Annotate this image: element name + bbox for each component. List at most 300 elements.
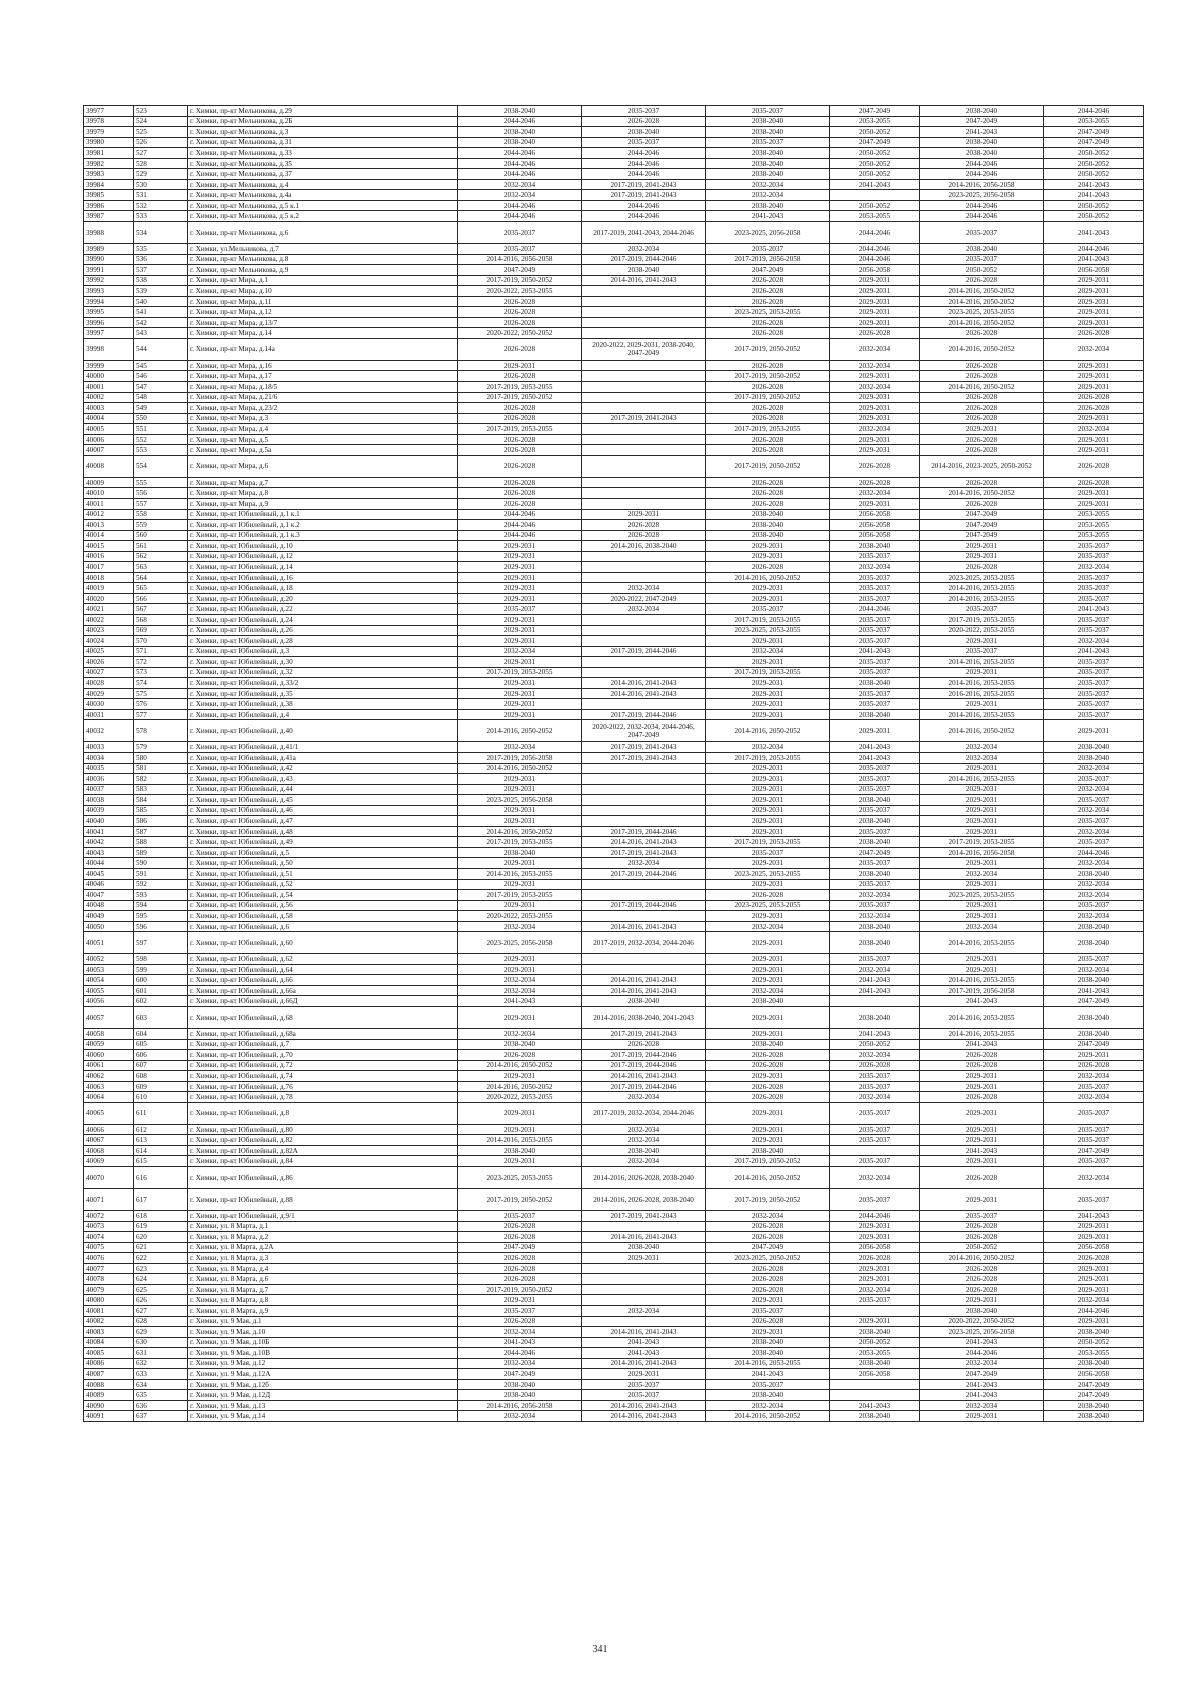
table-row: [84, 1007, 1144, 1029]
period-cell: 2041-2043: [1044, 985, 1144, 996]
period-cell: 2032-2034: [458, 742, 582, 753]
row-number-cell: 541: [134, 307, 188, 318]
period-cell: 2014-2016, 2041-2043: [582, 985, 706, 996]
table-row: [84, 752, 1144, 763]
period-cell: 2029-2031: [920, 699, 1044, 710]
table-row: [84, 646, 1144, 657]
period-cell: [582, 307, 706, 318]
address-cell: г. Химки, пр-кт Юбилейный, д.84: [188, 1156, 458, 1167]
record-id-cell: 40034: [84, 752, 134, 763]
table-row: [84, 307, 1144, 318]
period-cell: 2029-2031: [830, 403, 920, 414]
record-id-cell: 40037: [84, 784, 134, 795]
period-cell: [582, 1263, 706, 1274]
record-id-cell: 40029: [84, 688, 134, 699]
period-cell: 2029-2031: [920, 1411, 1044, 1422]
record-id-cell: 40076: [84, 1253, 134, 1264]
period-cell: 2029-2031: [706, 1007, 830, 1029]
row-number-cell: 571: [134, 646, 188, 657]
period-cell: 2029-2031: [830, 434, 920, 445]
period-cell: 2032-2034: [830, 1284, 920, 1295]
table-row: [84, 890, 1144, 901]
row-number-cell: 612: [134, 1124, 188, 1135]
record-id-cell: 40051: [84, 932, 134, 954]
address-cell: г. Химки, пр-кт Мира, д.3: [188, 413, 458, 424]
address-cell: г. Химки, пр-кт Юбилейный, д.82: [188, 1135, 458, 1146]
period-cell: 2014-2016, 2050-2052: [458, 826, 582, 837]
row-number-cell: 601: [134, 985, 188, 996]
record-id-cell: 40058: [84, 1029, 134, 1040]
period-cell: 2029-2031: [706, 593, 830, 604]
row-number-cell: 620: [134, 1232, 188, 1243]
period-cell: 2026-2028: [1044, 403, 1144, 414]
period-cell: 2032-2034: [920, 1400, 1044, 1411]
period-cell: 2032-2034: [830, 488, 920, 499]
table-row: [84, 996, 1144, 1007]
period-cell: 2026-2028: [706, 1092, 830, 1103]
period-cell: 2026-2028: [582, 520, 706, 531]
period-cell: 2026-2028: [706, 1232, 830, 1243]
table-row: [84, 1221, 1144, 1232]
period-cell: 2014-2016, 2041-2043: [582, 1400, 706, 1411]
period-cell: 2029-2031: [582, 1253, 706, 1264]
period-cell: 2017-2019, 2050-2052: [706, 338, 830, 360]
row-number-cell: 570: [134, 636, 188, 647]
period-cell: 2035-2037: [582, 1390, 706, 1401]
period-cell: 2032-2034: [1044, 1167, 1144, 1189]
record-id-cell: 39992: [84, 275, 134, 286]
address-cell: г. Химки, пр-кт Юбилейный, д.28: [188, 636, 458, 647]
period-cell: 2020-2022, 2047-2049: [582, 593, 706, 604]
period-cell: 2035-2037: [1044, 657, 1144, 668]
record-id-cell: 39986: [84, 200, 134, 211]
period-cell: 2032-2034: [1044, 784, 1144, 795]
period-cell: 2029-2031: [920, 667, 1044, 678]
address-cell: г. Химки, пр-кт Мельникова, д.4: [188, 179, 458, 190]
period-cell: 2026-2028: [458, 1253, 582, 1264]
period-cell: [582, 795, 706, 806]
period-cell: 2035-2037: [830, 657, 920, 668]
record-id-cell: 40032: [84, 720, 134, 742]
record-id-cell: 40063: [84, 1081, 134, 1092]
row-number-cell: 632: [134, 1358, 188, 1369]
period-cell: 2026-2028: [458, 371, 582, 382]
address-cell: г. Химки, пр-кт Юбилейный, д.40: [188, 720, 458, 742]
period-cell: 2026-2028: [458, 498, 582, 509]
period-cell: 2035-2037: [830, 1295, 920, 1306]
period-cell: 2044-2046: [458, 148, 582, 159]
period-cell: 2029-2031: [458, 964, 582, 975]
address-cell: г. Химки, пр-кт Юбилейный, д.30: [188, 657, 458, 668]
period-cell: 2026-2028: [706, 1060, 830, 1071]
period-cell: 2026-2028: [706, 286, 830, 297]
period-cell: 2029-2031: [458, 657, 582, 668]
period-cell: 2035-2037: [1044, 1135, 1144, 1146]
period-cell: 2035-2037: [1044, 541, 1144, 552]
period-cell: 2029-2031: [830, 286, 920, 297]
address-cell: г. Химки, пр-кт Юбилейный, д.82А: [188, 1145, 458, 1156]
address-cell: г. Химки, ул. 9 Мая, д.12Д: [188, 1390, 458, 1401]
address-cell: г. Химки, пр-кт Юбилейный, д.46: [188, 805, 458, 816]
record-id-cell: 40011: [84, 498, 134, 509]
period-cell: 2017-2019, 2041-2043: [582, 1029, 706, 1040]
period-cell: 2017-2019, 2032-2034, 2044-2046: [582, 1102, 706, 1124]
address-cell: г. Химки, пр-кт Юбилейный, д.41/1: [188, 742, 458, 753]
period-cell: 2029-2031: [706, 975, 830, 986]
period-cell: 2032-2034: [1044, 636, 1144, 647]
table-row: [84, 179, 1144, 190]
address-cell: г. Химки, пр-кт Юбилейный, д.80: [188, 1124, 458, 1135]
period-cell: 2044-2046: [458, 116, 582, 127]
period-cell: 2017-2019, 2053-2055: [920, 837, 1044, 848]
period-cell: 2029-2031: [830, 392, 920, 403]
record-id-cell: 39997: [84, 328, 134, 339]
period-cell: 2035-2037: [830, 879, 920, 890]
address-cell: г. Химки, пр-кт Юбилейный, д.7: [188, 1039, 458, 1050]
period-cell: 2023-2025, 2053-2055: [920, 572, 1044, 583]
record-id-cell: 40054: [84, 975, 134, 986]
address-cell: г. Химки, пр-кт Мира, д.12: [188, 307, 458, 318]
period-cell: 2038-2040: [830, 921, 920, 932]
period-cell: 2026-2028: [830, 477, 920, 488]
period-cell: 2032-2034: [582, 1092, 706, 1103]
period-cell: 2029-2031: [458, 583, 582, 594]
period-cell: 2020-2022, 2050-2052: [920, 1316, 1044, 1327]
record-id-cell: 40053: [84, 964, 134, 975]
period-cell: 2041-2043: [830, 1029, 920, 1040]
record-id-cell: 39985: [84, 190, 134, 201]
period-cell: 2038-2040: [920, 137, 1044, 148]
period-cell: 2035-2037: [1044, 1189, 1144, 1211]
period-cell: 2032-2034: [830, 911, 920, 922]
address-cell: г. Химки, ул. 9 Мая, д.14: [188, 1411, 458, 1422]
period-cell: 2041-2043: [920, 127, 1044, 138]
period-cell: 2047-2049: [830, 847, 920, 858]
period-cell: 2014-2016, 2038-2040, 2041-2043: [582, 1007, 706, 1029]
address-cell: г. Химки, пр-кт Юбилейный, д.72: [188, 1060, 458, 1071]
period-cell: 2026-2028: [706, 317, 830, 328]
period-cell: 2029-2031: [920, 1124, 1044, 1135]
table-row: [84, 826, 1144, 837]
period-cell: 2032-2034: [458, 1411, 582, 1422]
period-cell: 2014-2016, 2050-2052: [458, 1081, 582, 1092]
table-row: [84, 816, 1144, 827]
address-cell: г. Химки, пр-кт Юбилейный, д.44: [188, 784, 458, 795]
period-cell: 2044-2046: [458, 200, 582, 211]
table-row: [84, 317, 1144, 328]
period-cell: 2050-2052: [830, 158, 920, 169]
address-cell: г. Химки, пр-кт Юбилейный, д.66Д: [188, 996, 458, 1007]
table-row: [84, 520, 1144, 531]
period-cell: [830, 1305, 920, 1316]
row-number-cell: 583: [134, 784, 188, 795]
period-cell: 2029-2031: [830, 307, 920, 318]
period-cell: 2026-2028: [920, 1221, 1044, 1232]
period-cell: 2026-2028: [706, 1284, 830, 1295]
period-cell: 2029-2031: [920, 816, 1044, 827]
period-cell: 2044-2046: [582, 158, 706, 169]
address-cell: г. Химки, пр-кт Мира, д.23/2: [188, 403, 458, 414]
address-cell: г. Химки, пр-кт Мира, д.1: [188, 275, 458, 286]
address-cell: г. Химки, ул. 9 Мая, д.12: [188, 1358, 458, 1369]
table-row: [84, 413, 1144, 424]
period-cell: 2026-2028: [458, 1050, 582, 1061]
period-cell: 2032-2034: [706, 1211, 830, 1222]
period-cell: 2038-2040: [458, 1039, 582, 1050]
period-cell: 2029-2031: [458, 1156, 582, 1167]
row-number-cell: 618: [134, 1211, 188, 1222]
period-cell: 2029-2031: [458, 541, 582, 552]
period-cell: 2014-2016, 2041-2043: [582, 1232, 706, 1243]
address-cell: г. Химки, пр-кт Юбилейный, д.43: [188, 774, 458, 785]
address-cell: г. Химки, пр-кт Юбилейный, д.32: [188, 667, 458, 678]
record-id-cell: 40003: [84, 403, 134, 414]
table-row: [84, 1071, 1144, 1082]
period-cell: 2041-2043: [830, 752, 920, 763]
row-number-cell: 573: [134, 667, 188, 678]
period-cell: 2035-2037: [830, 1156, 920, 1167]
table-row: [84, 127, 1144, 138]
address-cell: г. Химки, пр-кт Юбилейный, д.48: [188, 826, 458, 837]
period-cell: 2038-2040: [582, 265, 706, 276]
period-cell: 2029-2031: [706, 1135, 830, 1146]
period-cell: 2032-2034: [458, 646, 582, 657]
address-cell: г. Химки, пр-кт Юбилейный, д.9/1: [188, 1211, 458, 1222]
period-cell: 2029-2031: [458, 572, 582, 583]
period-cell: 2029-2031: [920, 1156, 1044, 1167]
period-cell: 2053-2055: [830, 116, 920, 127]
period-cell: 2032-2034: [582, 244, 706, 255]
period-cell: 2038-2040: [1044, 975, 1144, 986]
period-cell: 2035-2037: [458, 222, 582, 244]
period-cell: 2032-2034: [1044, 805, 1144, 816]
period-cell: 2014-2016, 2053-2055: [920, 657, 1044, 668]
record-id-cell: 40038: [84, 795, 134, 806]
period-cell: 2035-2037: [830, 826, 920, 837]
record-id-cell: 40036: [84, 774, 134, 785]
row-number-cell: 581: [134, 763, 188, 774]
row-number-cell: 547: [134, 382, 188, 393]
address-cell: г. Химки, пр-кт Юбилейный, д.51: [188, 869, 458, 880]
record-id-cell: 40033: [84, 742, 134, 753]
row-number-cell: 559: [134, 520, 188, 531]
record-id-cell: 40080: [84, 1295, 134, 1306]
row-number-cell: 605: [134, 1039, 188, 1050]
period-cell: 2029-2031: [920, 954, 1044, 965]
period-cell: 2017-2019, 2044-2046: [582, 1081, 706, 1092]
period-cell: 2029-2031: [1044, 413, 1144, 424]
address-cell: г. Химки, пр-кт Юбилейный, д.50: [188, 858, 458, 869]
table-row: [84, 116, 1144, 127]
period-cell: 2023-2025, 2053-2055: [706, 900, 830, 911]
period-cell: 2032-2034: [706, 985, 830, 996]
period-cell: 2032-2034: [706, 646, 830, 657]
period-cell: 2038-2040: [830, 1007, 920, 1029]
period-cell: 2035-2037: [830, 551, 920, 562]
period-cell: 2026-2028: [920, 498, 1044, 509]
period-cell: 2026-2028: [706, 890, 830, 901]
table-row: [84, 1135, 1144, 1146]
period-cell: 2032-2034: [1044, 911, 1144, 922]
period-cell: 2029-2031: [1044, 1221, 1144, 1232]
period-cell: 2017-2019, 2044-2046: [582, 1060, 706, 1071]
address-cell: г. Химки, пр-кт Юбилейный, д.60: [188, 932, 458, 954]
period-cell: [582, 784, 706, 795]
period-cell: 2038-2040: [830, 795, 920, 806]
table-row: [84, 445, 1144, 456]
address-cell: г. Химки, пр-кт Мельникова, д.2Б: [188, 116, 458, 127]
period-cell: 2026-2028: [920, 445, 1044, 456]
period-cell: 2035-2037: [458, 604, 582, 615]
period-cell: 2038-2040: [830, 541, 920, 552]
period-cell: 2029-2031: [458, 954, 582, 965]
period-cell: 2026-2028: [1044, 477, 1144, 488]
table-row: [84, 604, 1144, 615]
table-row: [84, 614, 1144, 625]
period-cell: 2038-2040: [1044, 742, 1144, 753]
record-id-cell: 40009: [84, 477, 134, 488]
period-cell: 2032-2034: [1044, 763, 1144, 774]
period-cell: 2014-2016, 2050-2052: [706, 1167, 830, 1189]
period-cell: 2050-2052: [920, 1242, 1044, 1253]
period-cell: 2047-2049: [920, 520, 1044, 531]
period-cell: 2029-2031: [458, 625, 582, 636]
period-cell: 2029-2031: [706, 964, 830, 975]
row-number-cell: 533: [134, 211, 188, 222]
period-cell: 2026-2028: [458, 1221, 582, 1232]
period-cell: 2035-2037: [830, 1071, 920, 1082]
table-row: [84, 1232, 1144, 1243]
period-cell: 2038-2040: [458, 137, 582, 148]
row-number-cell: 623: [134, 1263, 188, 1274]
address-cell: г. Химки, пр-кт Юбилейный, д.38: [188, 699, 458, 710]
table-row: [84, 784, 1144, 795]
period-cell: 2038-2040: [458, 1390, 582, 1401]
row-number-cell: 548: [134, 392, 188, 403]
period-cell: 2017-2019, 2041-2043: [582, 190, 706, 201]
address-cell: г. Химки, пр-кт Юбилейный, д.8: [188, 1102, 458, 1124]
row-number-cell: 616: [134, 1167, 188, 1189]
record-id-cell: 39990: [84, 254, 134, 265]
period-cell: 2044-2046: [920, 200, 1044, 211]
period-cell: 2026-2028: [830, 1253, 920, 1264]
period-cell: 2032-2034: [1044, 826, 1144, 837]
period-cell: 2041-2043: [706, 1369, 830, 1380]
record-id-cell: 40082: [84, 1316, 134, 1327]
row-number-cell: 543: [134, 328, 188, 339]
period-cell: 2035-2037: [920, 222, 1044, 244]
period-cell: 2026-2028: [920, 403, 1044, 414]
table-row: [84, 275, 1144, 286]
period-cell: [582, 488, 706, 499]
period-cell: 2014-2016, 2053-2055: [920, 593, 1044, 604]
row-number-cell: 617: [134, 1189, 188, 1211]
table-row: [84, 837, 1144, 848]
record-id-cell: 40048: [84, 900, 134, 911]
record-id-cell: 40077: [84, 1263, 134, 1274]
period-cell: 2017-2019, 2050-2052: [706, 1156, 830, 1167]
row-number-cell: 536: [134, 254, 188, 265]
period-cell: 2050-2052: [830, 200, 920, 211]
period-cell: 2029-2031: [920, 541, 1044, 552]
period-cell: 2026-2028: [706, 434, 830, 445]
row-number-cell: 636: [134, 1400, 188, 1411]
record-id-cell: 40079: [84, 1284, 134, 1295]
period-cell: 2032-2034: [1044, 1092, 1144, 1103]
period-cell: 2056-2058: [830, 520, 920, 531]
period-cell: 2056-2058: [1044, 1369, 1144, 1380]
period-cell: 2029-2031: [706, 1327, 830, 1338]
record-id-cell: 40078: [84, 1274, 134, 1285]
period-cell: 2026-2028: [920, 434, 1044, 445]
period-cell: 2038-2040: [830, 932, 920, 954]
row-number-cell: 595: [134, 911, 188, 922]
period-cell: 2026-2028: [582, 1039, 706, 1050]
period-cell: 2017-2019, 2053-2055: [920, 614, 1044, 625]
period-cell: 2023-2025, 2050-2052: [706, 1253, 830, 1264]
period-cell: 2032-2034: [920, 742, 1044, 753]
period-cell: 2026-2028: [920, 1274, 1044, 1285]
period-cell: 2038-2040: [582, 996, 706, 1007]
row-number-cell: 579: [134, 742, 188, 753]
period-cell: 2029-2031: [830, 1232, 920, 1243]
row-number-cell: 592: [134, 879, 188, 890]
period-cell: 2032-2034: [1044, 964, 1144, 975]
table-row: [84, 583, 1144, 594]
period-cell: 2026-2028: [920, 1167, 1044, 1189]
address-cell: г. Химки, пр-кт Мира, д.6: [188, 455, 458, 477]
period-cell: 2014-2016, 2050-2052: [706, 572, 830, 583]
table-row: [84, 1379, 1144, 1390]
period-cell: 2020-2022, 2029-2031, 2038-2040, 2047-2049: [582, 338, 706, 360]
period-cell: 2026-2028: [706, 413, 830, 424]
row-number-cell: 557: [134, 498, 188, 509]
period-cell: 2041-2043: [830, 1400, 920, 1411]
period-cell: 2029-2031: [920, 805, 1044, 816]
period-cell: 2029-2031: [1044, 371, 1144, 382]
address-cell: г. Химки, ул. 9 Мая, д.1: [188, 1316, 458, 1327]
period-cell: 2044-2046: [1044, 244, 1144, 255]
period-cell: 2026-2028: [920, 360, 1044, 371]
table-row: [84, 265, 1144, 276]
period-cell: 2038-2040: [920, 106, 1044, 117]
period-cell: 2038-2040: [830, 1411, 920, 1422]
period-cell: 2029-2031: [1044, 1316, 1144, 1327]
table-row: [84, 498, 1144, 509]
period-cell: 2014-2016, 2023-2025, 2050-2052: [920, 455, 1044, 477]
period-cell: 2035-2037: [1044, 816, 1144, 827]
period-cell: 2038-2040: [920, 148, 1044, 159]
table-row: [84, 211, 1144, 222]
period-cell: 2035-2037: [1044, 688, 1144, 699]
period-cell: 2023-2025, 2056-2058: [458, 932, 582, 954]
record-id-cell: 39994: [84, 296, 134, 307]
table-row: [84, 805, 1144, 816]
table-row: [84, 869, 1144, 880]
table-row: [84, 795, 1144, 806]
period-cell: 2044-2046: [920, 211, 1044, 222]
period-cell: 2047-2049: [706, 1242, 830, 1253]
address-cell: г. Химки, пр-кт Мира, д.14: [188, 328, 458, 339]
period-cell: 2029-2031: [830, 720, 920, 742]
period-cell: 2029-2031: [830, 371, 920, 382]
period-cell: 2044-2046: [582, 148, 706, 159]
row-number-cell: 604: [134, 1029, 188, 1040]
period-cell: 2041-2043: [1044, 646, 1144, 657]
table-row: [84, 286, 1144, 297]
period-cell: 2029-2031: [830, 317, 920, 328]
record-id-cell: 40018: [84, 572, 134, 583]
